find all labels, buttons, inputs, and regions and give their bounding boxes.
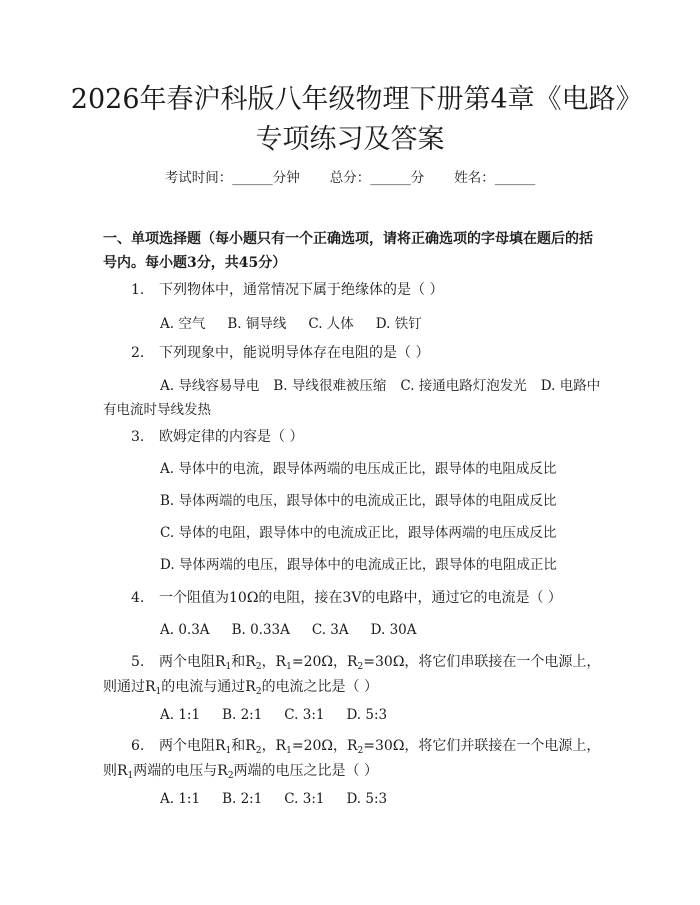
question-number: 6. [131, 738, 145, 754]
question-2-options [103, 374, 603, 422]
option-a: A. 1:1 [160, 707, 201, 723]
option-c: C. 3A [311, 622, 349, 638]
option-c: C. 接通电路灯泡发光 [400, 378, 527, 394]
question-6 [103, 734, 603, 784]
question-number: 2. [131, 345, 145, 361]
option-c: C. 3:1 [284, 791, 325, 807]
option-c: C. 3:1 [284, 707, 325, 723]
option-a: A. 1:1 [160, 791, 201, 807]
option-c: C. 人体 [308, 316, 354, 332]
option-d: D. 5:3 [346, 707, 388, 723]
option-c: C. 导体的电阻，跟导体中的电流成正比，跟导体两端的电压成反比 [160, 525, 557, 541]
option-b: B. 铜导线 [227, 316, 287, 332]
student-name-label: 姓名：______ [454, 170, 536, 186]
question-6-options [103, 787, 603, 811]
question-number: 1. [131, 282, 145, 298]
option-d: D. 导体两端的电压，跟导体中的电流成正比，跟导体的电阻成正比 [160, 557, 557, 573]
question-text: 两个电阻$R_1$和$R_2$，$R_1=20\Omega$，$R_2=30\Omega$，将它们并联接在一个电源上，则$R_1$两端的电压与$R_2$两端的电压之比是（ ） [103, 738, 601, 781]
exam-time-label: 考试时间：______分钟 [164, 170, 300, 186]
question-text: 欧姆定律的内容是（ ） [159, 429, 304, 445]
section-heading: 一、单项选择题（每小题只有一个正确选项，请将正确选项的字母填在题后的括号内。每小题3分，共45分） [103, 231, 593, 271]
question-text: 一个阻值为10Ω的电阻，接在3V的电路中，通过它的电流是（ ） [159, 590, 562, 606]
question-5-options [103, 703, 603, 727]
question-5 [103, 650, 603, 700]
question-4 [103, 586, 603, 611]
option-a: A. 0.3A [160, 622, 210, 638]
option-a: A. 导线容易导电 [160, 378, 260, 394]
option-d: D. 铁钉 [375, 316, 422, 332]
question-2 [103, 341, 603, 366]
option-d: D. 5:3 [346, 791, 388, 807]
option-d: D. 电路中有电流时导线发热 [103, 378, 601, 418]
option-b: B. 0.33A [231, 622, 290, 638]
total-score-label: 总分：______分 [329, 170, 425, 186]
page-title: 2026年春沪科版八年级物理下册第4章《电路》专项练习及答案 [70, 84, 630, 155]
exam-meta [0, 168, 700, 188]
option-b: B. 导线很难被压缩 [273, 378, 387, 394]
question-1 [103, 278, 603, 303]
question-4-options [103, 618, 603, 642]
option-b: B. 导体两端的电压，跟导体中的电流成正比，跟导体的电阻成反比 [160, 493, 557, 509]
question-3 [103, 425, 603, 450]
question-3-options [103, 457, 603, 585]
option-a: A. 导体中的电流，跟导体两端的电压成正比，跟导体的电阻成反比 [160, 461, 557, 477]
option-b: B. 2:1 [222, 707, 263, 723]
option-d: D. 30A [370, 622, 417, 638]
question-number: 5. [131, 654, 145, 670]
question-text: 下列现象中，能说明导体存在电阻的是（ ） [159, 345, 430, 361]
question-1-options [103, 312, 603, 336]
question-text: 下列物体中，通常情况下属于绝缘体的是（ ） [159, 282, 444, 298]
question-number: 4. [131, 590, 145, 606]
question-text: 两个电阻$R_1$和$R_2$，$R_1=20\Omega$，$R_2=30\Omega$，将它们串联接在一个电源上，则通过$R_1$的电流与通过$R_2$的电流之比是（ ） [103, 654, 601, 697]
option-b: B. 2:1 [222, 791, 263, 807]
option-a: A. 空气 [160, 316, 206, 332]
question-number: 3. [131, 429, 145, 445]
